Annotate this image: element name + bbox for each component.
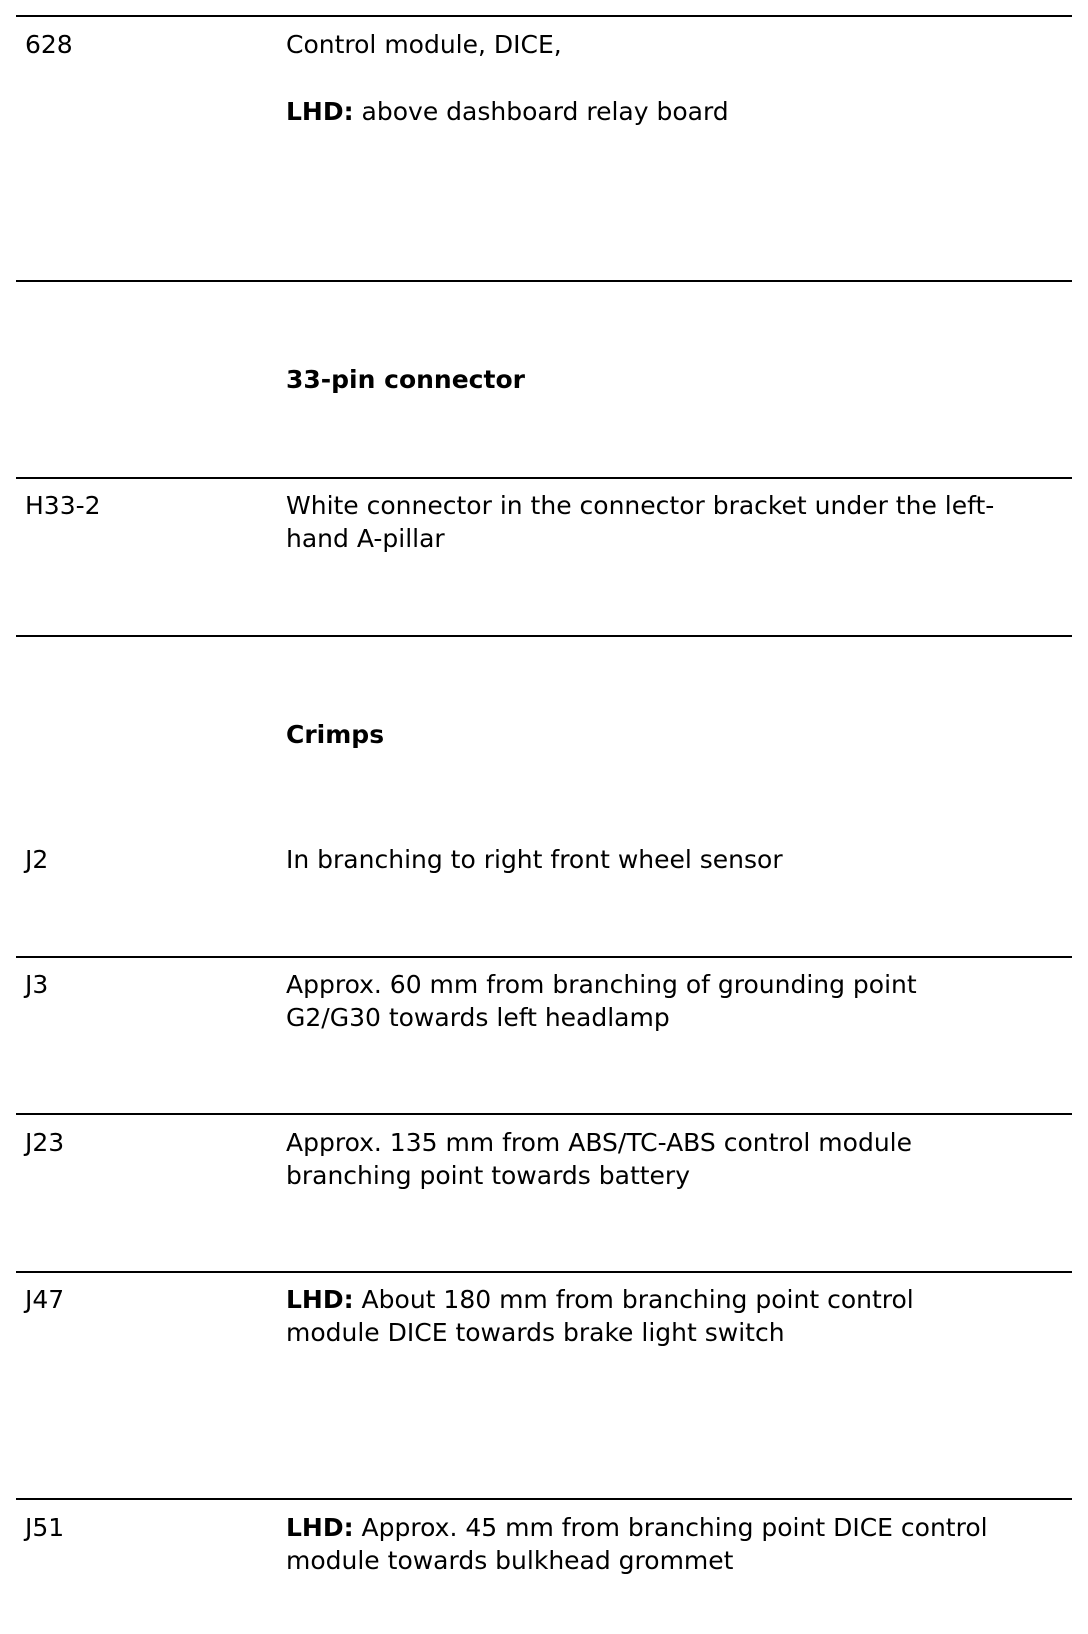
row-divider: [16, 1498, 1072, 1500]
row-divider: [16, 477, 1072, 479]
component-code: J3: [25, 970, 49, 999]
component-code: H33-2: [25, 491, 101, 520]
section-heading: Crimps: [286, 720, 385, 749]
component-description: [286, 489, 1076, 555]
row-divider: [16, 1113, 1072, 1115]
description-line: [286, 1283, 1076, 1316]
row-divider: [16, 15, 1072, 17]
component-code: J51: [25, 1513, 65, 1542]
description-line: [286, 1511, 1076, 1544]
row-divider: [16, 635, 1072, 637]
component-description: [286, 28, 1076, 128]
component-description: [286, 1283, 1076, 1349]
description-line: G2/G30 towards left headlamp: [286, 1003, 670, 1032]
description-line: White connector in the connector bracket under the left-: [286, 491, 995, 520]
lhd-label: LHD:: [286, 1285, 354, 1314]
component-description: [286, 1511, 1076, 1577]
description-line: module towards bulkhead grommet: [286, 1546, 734, 1575]
component-code: J23: [25, 1128, 65, 1157]
row-divider: [16, 956, 1072, 958]
component-description: [286, 1126, 1076, 1192]
component-code: J47: [25, 1285, 65, 1314]
row-divider: [16, 280, 1072, 282]
component-code: J2: [25, 845, 49, 874]
lhd-label: LHD:: [286, 97, 354, 126]
component-code: 628: [25, 30, 73, 59]
description-line: hand A-pillar: [286, 524, 445, 553]
row-divider: [16, 1271, 1072, 1273]
description-line: [286, 95, 1076, 128]
lhd-label: LHD:: [286, 1513, 354, 1542]
description-text: About 180 mm from branching point control: [353, 1285, 914, 1314]
description-line: Control module, DICE,: [286, 30, 562, 59]
description-text: above dashboard relay board: [353, 97, 729, 126]
description-line: branching point towards battery: [286, 1161, 691, 1190]
description-line: In branching to right front wheel sensor: [286, 845, 783, 874]
description-text: Approx. 45 mm from branching point DICE control: [353, 1513, 988, 1542]
description-line: Approx. 135 mm from ABS/TC-ABS control module: [286, 1128, 912, 1157]
description-line: Approx. 60 mm from branching of grounding point: [286, 970, 917, 999]
description-line: module DICE towards brake light switch: [286, 1318, 785, 1347]
section-heading: 33-pin connector: [286, 365, 525, 394]
component-description: [286, 968, 1076, 1034]
component-description: [286, 843, 1076, 876]
